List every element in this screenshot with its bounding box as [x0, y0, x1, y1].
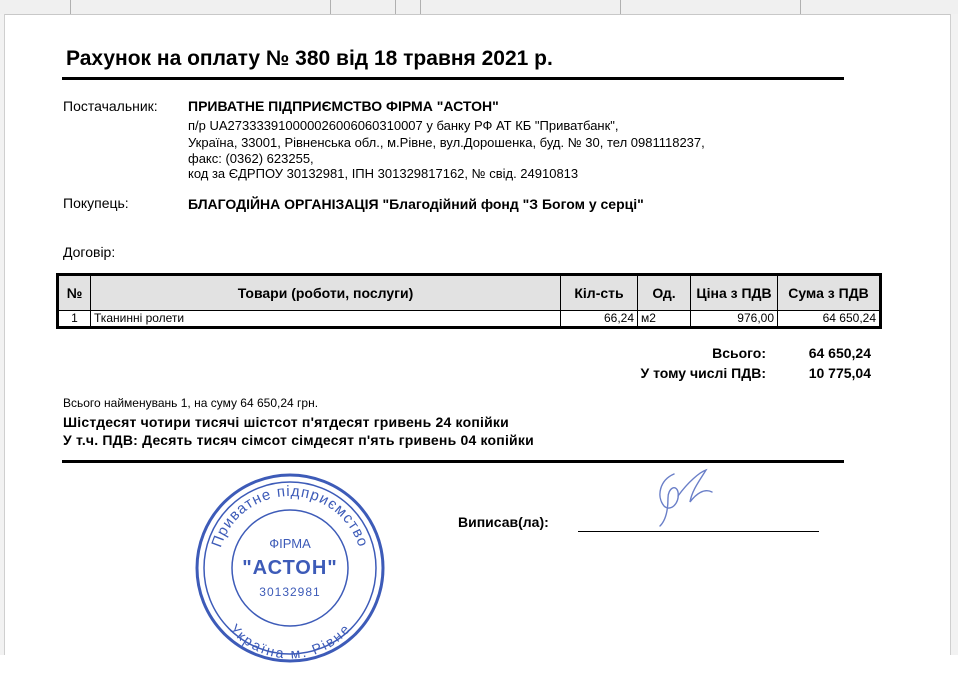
- cell-num: 1: [58, 311, 91, 328]
- cell-sum: 64 650,24: [778, 311, 881, 328]
- vat-in-words: У т.ч. ПДВ: Десять тисяч сімсот сімдесят п'ять гривень 04 копійки: [63, 432, 534, 448]
- buyer-label: Покупець:: [63, 195, 129, 211]
- amount-in-words: Шістдесят чотири тисячі шістсот п'ятдесят гривень 24 копійки: [63, 414, 509, 430]
- cell-unit: м2: [638, 311, 691, 328]
- total-value: 64 650,24: [808, 345, 871, 361]
- stamp-line3: 30132981: [259, 585, 321, 599]
- company-stamp: [190, 468, 390, 673]
- left-border: [0, 14, 5, 655]
- col-header-num: №: [58, 275, 91, 311]
- cell-price: 976,00: [691, 311, 778, 328]
- issued-by-label: Виписав(ла):: [458, 514, 549, 530]
- svg-text:Україна м. Рівне: [227, 621, 354, 662]
- supplier-details-line: Україна, 33001, Рівненська обл., м.Рівне, вул.Дорошенка, буд. № 30, тел 0981118237,: [188, 135, 705, 150]
- col-header-unit: Од.: [638, 275, 691, 311]
- col-header-sum: Сума з ПДВ: [778, 275, 881, 311]
- table-row: [58, 311, 881, 328]
- buyer-name: БЛАГОДІЙНА ОРГАНІЗАЦІЯ "Благодійний фонд "З Богом у серці": [188, 196, 644, 212]
- col-header-price: Ціна з ПДВ: [691, 275, 778, 311]
- vat-value: 10 775,04: [808, 365, 871, 381]
- handwritten-signature: [648, 466, 728, 535]
- supplier-details-line: факс: (0362) 623255,: [188, 151, 314, 166]
- table-header-row: [58, 275, 881, 311]
- title-divider: [62, 77, 844, 80]
- supplier-details-line: код за ЄДРПОУ 30132981, ІПН 301329817162, № свід. 24910813: [188, 166, 579, 181]
- stamp-bottom-arc: Україна м. Рівне: [226, 620, 354, 662]
- stamp-line1: ФІРМА: [269, 536, 311, 551]
- stamp-top-arc: Приватне підприємство: [208, 482, 372, 550]
- contract-label: Договір:: [63, 244, 116, 260]
- col-header-goods: Товари (роботи, послуги): [91, 275, 561, 311]
- items-count-line: Всього найменувань 1, на суму 64 650,24 грн.: [63, 396, 319, 410]
- cell-qty: 66,24: [561, 311, 638, 328]
- supplier-name: ПРИВАТНЕ ПІДПРИЄМСТВО ФІРМА "АСТОН": [188, 98, 499, 114]
- vat-label: У тому числі ПДВ:: [640, 365, 766, 381]
- supplier-details-line: п/р UA273333910000026006060310007 у банку РФ АТ КБ "Приватбанк",: [188, 118, 619, 133]
- col-header-qty: Кіл-сть: [561, 275, 638, 311]
- vertical-scrollbar[interactable]: [950, 14, 958, 655]
- goods-table: [56, 273, 882, 329]
- window-top-bar: [0, 0, 958, 15]
- invoice-title: Рахунок на оплату № 380 від 18 травня 2021 р.: [66, 47, 553, 70]
- footer-divider: [62, 460, 844, 463]
- supplier-label: Постачальник:: [63, 98, 158, 114]
- stamp-line2: "АСТОН": [242, 557, 338, 579]
- cell-goods: Тканинні ролети: [91, 311, 561, 328]
- total-label: Всього:: [712, 345, 766, 361]
